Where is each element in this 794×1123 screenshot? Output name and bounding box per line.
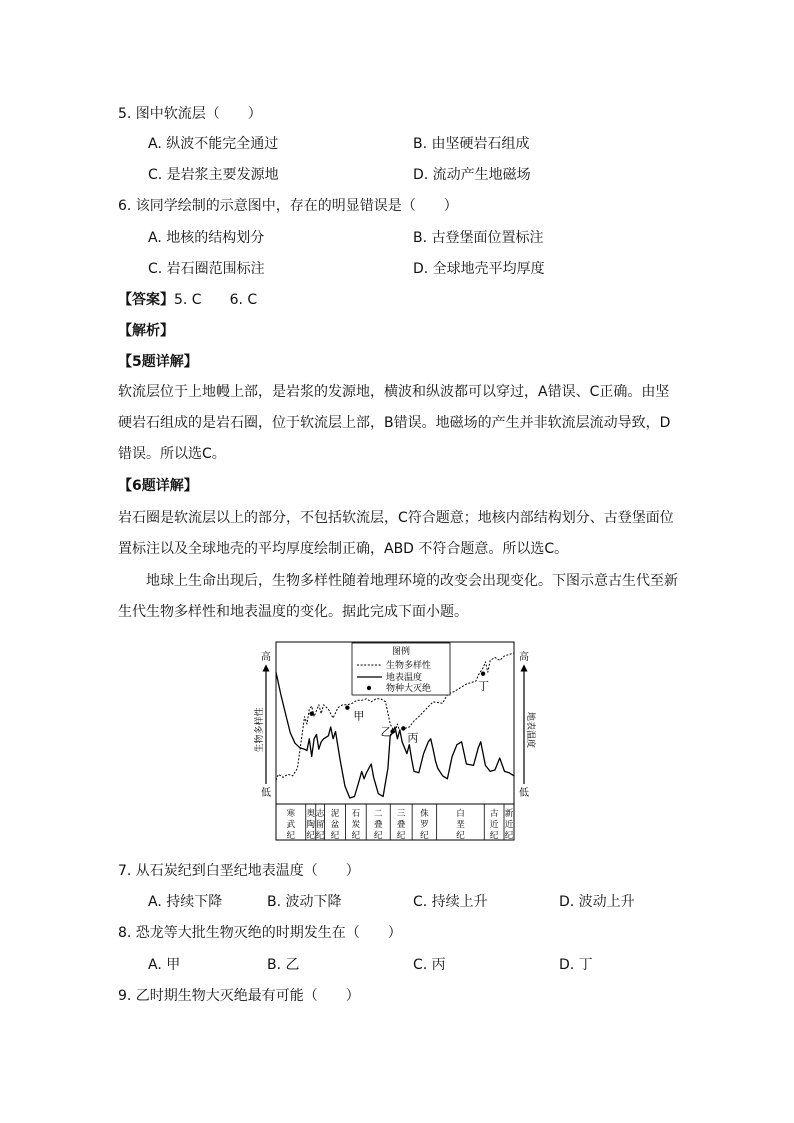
- period-label: 石炭纪: [351, 809, 361, 841]
- biodiversity-temperature-chart: [255, 638, 535, 846]
- q6-option-c[interactable]: C. 岩石圈范围标注: [148, 261, 265, 277]
- extinction-point: [345, 706, 349, 710]
- answer-label: 【答案】: [118, 292, 174, 308]
- extinction-label: 甲: [353, 709, 365, 723]
- period-label: 三叠纪: [396, 809, 406, 841]
- period-label: 二叠纪: [373, 809, 383, 841]
- q6-option-b[interactable]: B. 古登堡面位置标注: [413, 230, 544, 246]
- q8-stem: 8. 恐龙等大批生物灭绝的时期发生在（ ）: [118, 925, 402, 941]
- period-label: 志留纪: [315, 809, 325, 841]
- extinction-point: [401, 726, 405, 730]
- q7-option-c[interactable]: C. 持续上升: [413, 894, 488, 910]
- period-label: 古近纪: [489, 809, 499, 841]
- right-axis-low: 低: [519, 788, 529, 799]
- q6-detail-title: 【6题详解】: [118, 478, 198, 494]
- q7-option-a[interactable]: A. 持续下降: [148, 894, 223, 910]
- q7-option-d[interactable]: D. 波动上升: [559, 894, 635, 910]
- extinction-label: 丙: [407, 731, 419, 745]
- q8-option-a[interactable]: A. 甲: [148, 957, 181, 973]
- right-axis-label: 地表温度: [525, 711, 535, 749]
- legend-dot-swatch: [367, 686, 371, 690]
- q8-option-c[interactable]: C. 丙: [413, 957, 446, 973]
- q5-option-a[interactable]: A. 纵波不能完全通过: [148, 136, 279, 152]
- extinction-point: [481, 671, 485, 675]
- period-row: [287, 804, 514, 841]
- legend-title: 图例: [391, 647, 411, 657]
- intro-paragraph: 地球上生命出现后，生物多样性随着地理环境的改变会出现变化。下图示意古生代至新生代生物多样性和地表温度的变化。据此完成下面小题。: [118, 573, 678, 620]
- period-label: 白垩纪: [456, 809, 465, 841]
- legend-biodiversity: 生物多样性: [386, 661, 432, 671]
- q9-stem: 9. 乙时期生物大灭绝最有可能（ ）: [118, 988, 360, 1004]
- extinction-point: [310, 711, 314, 715]
- q6-option-d[interactable]: D. 全球地壳平均厚度: [413, 261, 545, 277]
- period-label: 侏罗纪: [420, 809, 429, 841]
- left-axis-high: 高: [261, 652, 271, 663]
- answer-text: 5. C 6. C: [174, 292, 258, 308]
- answer-line: [118, 290, 257, 310]
- period-label: 泥盆纪: [330, 809, 340, 841]
- q5-detail-title: 【5题详解】: [118, 354, 198, 370]
- left-axis-label: 生物多样性: [255, 707, 265, 753]
- legend-temperature: 地表温度: [386, 673, 423, 683]
- q5-detail-text: 软流层位于上地幔上部，是岩浆的发源地，横波和纵波都可以穿过，A错误、C正确。由坚硬岩石组成的是岩石圈，位于软流层上部，B错误。地磁场的产生并非软流层流动导致，D错误。所以选C。: [118, 384, 671, 462]
- q7-option-b[interactable]: B. 波动下降: [267, 894, 342, 910]
- extinction-label: 乙: [380, 725, 392, 739]
- q8-option-d[interactable]: D. 丁: [559, 957, 593, 973]
- q6-stem: 6. 该同学绘制的示意图中，存在的明显错误是（ ）: [118, 198, 458, 214]
- q5-stem: 5. 图中软流层（ ）: [118, 106, 262, 122]
- q5-option-c[interactable]: C. 是岩浆主要发源地: [148, 167, 279, 183]
- right-axis-high: 高: [519, 652, 529, 663]
- q8-option-b[interactable]: B. 乙: [267, 957, 300, 973]
- q6-detail-text: 岩石圈是软流层以上的部分，不包括软流层，C符合题意；地核内部结构划分、古登堡面位置标注以及全球地壳的平均厚度绘制正确，ABD 不符合题意。所以选C。: [118, 510, 674, 557]
- q7-stem: 7. 从石炭纪到白垩纪地表温度（ ）: [118, 863, 360, 879]
- q6-option-a[interactable]: A. 地核的结构划分: [148, 230, 265, 246]
- q5-option-b[interactable]: B. 由坚硬岩石组成: [413, 136, 530, 152]
- extinction-label: 丁: [478, 679, 490, 693]
- legend-extinction: 物种大灭绝: [386, 684, 432, 694]
- period-label: 奥陶纪: [306, 809, 316, 841]
- period-label: 新近纪: [504, 809, 514, 841]
- chart-legend: [352, 643, 450, 695]
- period-label: 寒武纪: [286, 809, 296, 841]
- q5-option-d[interactable]: D. 流动产生地磁场: [413, 167, 531, 183]
- left-axis-low: 低: [261, 788, 271, 799]
- analysis-label: 【解析】: [118, 323, 174, 339]
